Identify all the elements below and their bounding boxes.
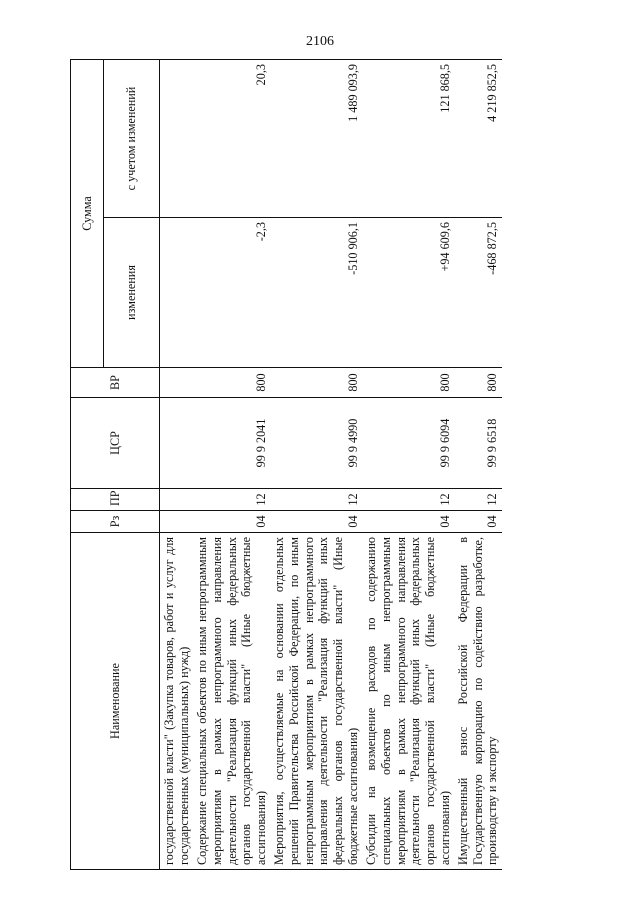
row-change xyxy=(160,218,194,368)
row-total: 121 868,5 xyxy=(362,59,454,217)
header-sum: Сумма xyxy=(71,59,104,367)
row-vr: 800 xyxy=(193,368,270,398)
row-pr: 12 xyxy=(193,489,270,511)
row-name: Мероприятия, осуществляемые на основании отдельных решений Правительства Российской Федерации, по иным непрограммным мероприятиям в рамках непрограммного направления деятельности "Реализация функций иных федеральных органов государственной власти" (Иные бюджетные ассигнования) xyxy=(270,533,362,870)
header-total: с учетом изменений xyxy=(104,59,160,217)
row-csr: 99 9 2041 xyxy=(193,398,270,489)
budget-table xyxy=(70,59,502,870)
row-vr xyxy=(160,368,194,398)
row-pr: 12 xyxy=(270,489,362,511)
row-csr: 99 9 6518 xyxy=(454,398,502,489)
header-name: Наименование xyxy=(71,533,160,870)
row-total: 1 489 093,9 xyxy=(270,59,362,217)
row-pr xyxy=(160,489,194,511)
table-row xyxy=(160,59,194,869)
row-csr: 99 9 4990 xyxy=(270,398,362,489)
table-row xyxy=(193,59,270,869)
row-change: +94 609,6 xyxy=(362,218,454,368)
row-csr: 99 9 6094 xyxy=(362,398,454,489)
row-name: Имущественный взнос Российской Федерации в Государственную корпорацию по содействию разработке, производству и экспорту xyxy=(454,533,502,870)
header-rz: Рз xyxy=(71,511,160,533)
row-name: Субсидии на возмещение расходов по содержанию специальных объектов по иным непрограммным мероприятиям в рамках непрограммного направления деятельности "Реализация функций иных федеральных органов государственной власти" (Иные бюджетные ассигнования) xyxy=(362,533,454,870)
row-rz: 04 xyxy=(454,511,502,533)
row-rz xyxy=(160,511,194,533)
row-rz: 04 xyxy=(193,511,270,533)
row-pr: 12 xyxy=(362,489,454,511)
page-number: 2106 xyxy=(306,34,334,49)
row-rz: 04 xyxy=(270,511,362,533)
row-total xyxy=(160,59,194,217)
header-pr: ПР xyxy=(71,489,160,511)
row-vr: 800 xyxy=(454,368,502,398)
row-total: 4 219 852,5 xyxy=(454,59,502,217)
rotated-table-frame xyxy=(70,60,610,870)
row-change: -468 872,5 xyxy=(454,218,502,368)
header-vr: ВР xyxy=(71,368,160,398)
row-change: -2,3 xyxy=(193,218,270,368)
row-name: Содержание специальных объектов по иным непрограммным мероприятиям в рамках непрограммного направления деятельности "Реализация функций иных федеральных органов государственной власти" (Иные бюджетные ассигнования) xyxy=(193,533,270,870)
row-change: -510 906,1 xyxy=(270,218,362,368)
header-csr: ЦСР xyxy=(71,398,160,489)
row-csr xyxy=(160,398,194,489)
row-rz: 04 xyxy=(362,511,454,533)
row-name: государственной власти" (Закупка товаров, работ и услуг для государственных (муниципальных) нужд) xyxy=(160,533,194,870)
table-row xyxy=(362,59,454,869)
row-vr: 800 xyxy=(270,368,362,398)
row-pr: 12 xyxy=(454,489,502,511)
table-row xyxy=(270,59,362,869)
header-change: изменения xyxy=(104,218,160,368)
row-vr: 800 xyxy=(362,368,454,398)
table-row xyxy=(454,59,502,869)
row-total: 20,3 xyxy=(193,59,270,217)
